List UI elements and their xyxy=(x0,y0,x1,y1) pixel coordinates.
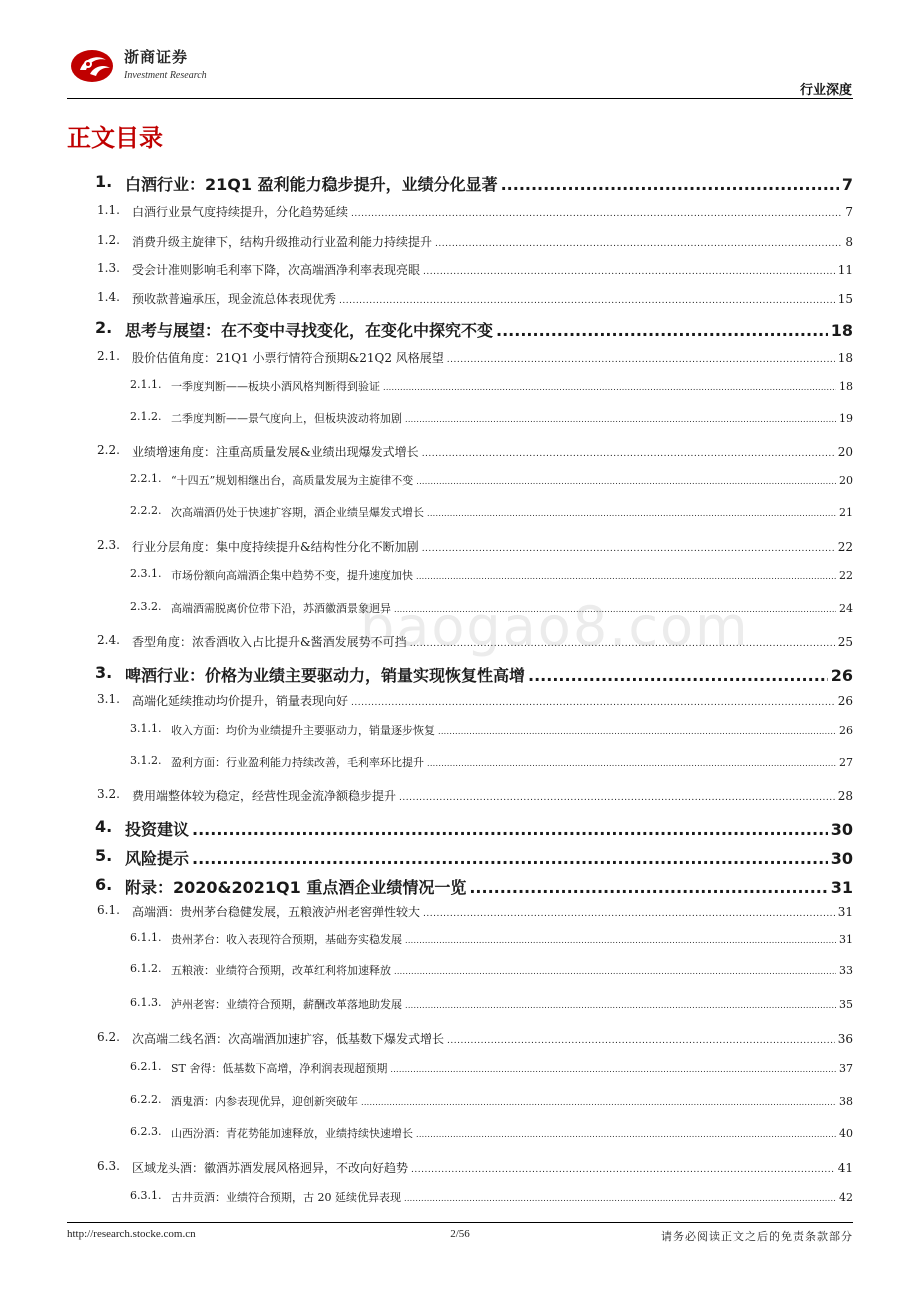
toc-entry-text: 区域龙头酒：徽酒苏酒发展风格迥异，不改向好趋势 xyxy=(132,1161,409,1175)
toc-leader-dots xyxy=(422,544,835,554)
footer-url[interactable]: http://research.stocke.com.cn xyxy=(67,1228,196,1240)
toc-entry-page: 26 xyxy=(839,724,853,737)
header-divider xyxy=(67,98,853,99)
toc-entry-line xyxy=(171,1125,853,1141)
toc-entry-text: 次高端酒仍处于快速扩容期，酒企业绩呈爆发式增长 xyxy=(171,506,424,519)
toc-entry-page: 35 xyxy=(839,998,853,1011)
toc-entry-text: 泸州老窖：业绩符合预期，薪酬改革落地助发展 xyxy=(171,998,402,1011)
toc-entry-page: 7 xyxy=(845,205,853,219)
toc-entry-number: 2.1. xyxy=(97,349,120,363)
toc-leader-dots xyxy=(394,967,836,976)
toc-entry-text: 收入方面：均价为业绩提升主要驱动力，销量逐步恢复 xyxy=(171,724,435,737)
toc-entry-number: 1.4. xyxy=(97,290,120,304)
toc-entry-6-3-1[interactable] xyxy=(67,1189,853,1211)
toc-entry-2-1-1[interactable] xyxy=(67,378,853,400)
toc-entry-number: 1. xyxy=(95,172,113,191)
toc-entry-line xyxy=(125,817,853,840)
toc-entry-1[interactable] xyxy=(67,172,853,194)
toc-entry-number: 3.1. xyxy=(97,692,120,706)
toc-entry-6-1[interactable] xyxy=(67,903,853,925)
toc-entry-line xyxy=(132,349,853,366)
toc-entry-text: 消费升级主旋律下，结构升级推动行业盈利能力持续提升 xyxy=(132,235,433,249)
toc-entry-number: 6.1. xyxy=(97,903,120,917)
toc-entry-number: 2.1.2. xyxy=(130,410,162,423)
toc-leader-dots xyxy=(405,936,836,945)
toc-entry-text: 山西汾酒：青花势能加速释放，业绩持续快速增长 xyxy=(171,1127,413,1140)
toc-entry-line xyxy=(125,875,853,898)
toc-entry-page: 21 xyxy=(839,506,853,519)
toc-leader-dots xyxy=(427,759,836,768)
toc-entry-page: 41 xyxy=(837,1161,853,1175)
report-type-label: 行业深度 xyxy=(799,83,852,98)
toc-entry-text: ST 舍得：低基数下高增，净利润表现超预期 xyxy=(171,1062,388,1075)
toc-entry-line xyxy=(171,567,853,583)
toc-entry-text: 附录：2020&2021Q1 重点酒企业绩情况一览 xyxy=(125,878,467,897)
toc-entry-number: 2.3.1. xyxy=(130,567,162,580)
toc-entry-2-1[interactable] xyxy=(67,349,853,371)
toc-leader-dots xyxy=(351,209,842,219)
toc-entry-text: 白酒行业：21Q1 盈利能力稳步提升，业绩分化显著 xyxy=(125,175,498,194)
toc-entry-6-2-3[interactable] xyxy=(67,1125,853,1147)
toc-entry-line xyxy=(132,787,853,804)
toc-entry-page: 7 xyxy=(841,175,853,194)
toc-entry-number: 6.1.1. xyxy=(130,931,162,944)
toc-entry-line xyxy=(125,846,853,869)
toc-entry-line xyxy=(125,663,853,686)
toc-leader-dots xyxy=(405,415,836,424)
toc-entry-number: 6.2.2. xyxy=(130,1093,162,1106)
toc-entry-text: 投资建议 xyxy=(125,820,190,839)
toc-entry-6-3[interactable] xyxy=(67,1159,853,1181)
toc-entry-text: 高端化延续推动均价提升，销量表现向好 xyxy=(132,694,349,708)
footer-disclaimer: 请务必阅读正文之后的免责条款部分 xyxy=(661,1230,853,1243)
toc-leader-dots xyxy=(192,849,828,868)
toc-entry-text: 受会计准则影响毛利率下降，次高端酒净利率表现亮眼 xyxy=(132,263,421,277)
toc-entry-2-3-1[interactable] xyxy=(67,567,853,589)
toc-entry-line xyxy=(171,472,853,488)
toc-title: 正文目录 xyxy=(67,124,163,152)
toc-leader-dots xyxy=(339,296,835,306)
toc-entry-page: 20 xyxy=(837,445,853,459)
toc-entry-page: 22 xyxy=(839,569,853,582)
toc-entry-text: 股价估值角度：21Q1 小票行情符合预期&21Q2 风格展望 xyxy=(132,351,444,365)
zheshang-logo-icon xyxy=(70,44,118,84)
toc-entry-line xyxy=(132,692,853,709)
toc-leader-dots xyxy=(469,878,827,897)
toc-entry-number: 3.1.2. xyxy=(130,754,162,767)
toc-entry-line xyxy=(171,996,853,1012)
toc-entry-2-2-2[interactable] xyxy=(67,504,853,526)
toc-entry-text: 行业分层角度：集中度持续提升&结构性分化不断加剧 xyxy=(132,540,419,554)
toc-entry-1-1[interactable] xyxy=(67,203,853,225)
watermark: baogao8.com xyxy=(360,595,750,658)
toc-entry-page: 30 xyxy=(830,820,853,839)
toc-entry-line xyxy=(132,1030,853,1047)
toc-entry-page: 28 xyxy=(837,789,853,803)
toc-entry-text: 思考与展望：在不变中寻找变化，在变化中探究不变 xyxy=(125,321,494,340)
toc-entry-page: 8 xyxy=(845,235,853,249)
toc-leader-dots xyxy=(423,267,835,277)
toc-entry-page: 31 xyxy=(830,878,853,897)
toc-entry-4[interactable] xyxy=(67,817,853,839)
toc-entry-line xyxy=(132,261,853,278)
toc-entry-text: 预收款普遍承压，现金流总体表现优秀 xyxy=(132,292,337,306)
toc-entry-line xyxy=(171,1189,853,1205)
toc-leader-dots xyxy=(528,666,828,685)
toc-entry-3-1-1[interactable] xyxy=(67,722,853,744)
toc-entry-text: 盈利方面：行业盈利能力持续改善，毛利率环比提升 xyxy=(171,756,424,769)
toc-entry-6-1-2[interactable] xyxy=(67,962,853,984)
toc-entry-line xyxy=(171,504,853,520)
toc-leader-dots xyxy=(501,175,839,194)
page-header xyxy=(0,0,920,100)
toc-entry-number: 5. xyxy=(95,846,113,865)
toc-entry-text: 高端酒需脱离价位带下沿，苏酒徽酒景象迥异 xyxy=(171,602,391,615)
toc-entry-line xyxy=(132,1159,853,1176)
toc-entry-line xyxy=(132,538,853,555)
toc-entry-line xyxy=(171,378,853,394)
toc-entry-number: 6.2.3. xyxy=(130,1125,162,1138)
toc-entry-page: 31 xyxy=(837,905,853,919)
toc-entry-page: 26 xyxy=(830,666,853,685)
toc-entry-page: 33 xyxy=(839,964,853,977)
toc-entry-number: 1.3. xyxy=(97,261,120,275)
toc-entry-line xyxy=(125,318,853,341)
toc-entry-page: 24 xyxy=(839,602,853,615)
brand-name-cn: 浙商证券 xyxy=(124,48,189,66)
toc-entry-6[interactable] xyxy=(67,875,853,897)
toc-entry-number: 2.2.1. xyxy=(130,472,162,485)
toc-entry-number: 4. xyxy=(95,817,113,836)
toc-entry-number: 2.2.2. xyxy=(130,504,162,517)
toc-entry-text: 业绩增速角度：注重高质量发展&业绩出现爆发式增长 xyxy=(132,445,419,459)
toc-entry-text: 古井贡酒：业绩符合预期，古 20 延续优异表现 xyxy=(171,1191,401,1204)
toc-entry-number: 3.2. xyxy=(97,787,120,801)
toc-entry-number: 2.3. xyxy=(97,538,120,552)
toc-entry-number: 2. xyxy=(95,318,113,337)
toc-leader-dots xyxy=(423,909,835,919)
toc-entry-line xyxy=(132,290,853,307)
toc-entry-number: 2.2. xyxy=(97,443,120,457)
toc-entry-text: 一季度判断——板块小酒风格判断得到验证 xyxy=(171,380,380,393)
toc-entry-text: 啤酒行业：价格为业绩主要驱动力，销量实现恢复性高增 xyxy=(125,666,526,685)
toc-entry-line xyxy=(171,722,853,738)
toc-leader-dots xyxy=(438,727,836,736)
toc-entry-text: 市场份额向高端酒企集中趋势不变，提升速度加快 xyxy=(171,569,413,582)
toc-entry-page: 30 xyxy=(830,849,853,868)
toc-entry-5[interactable] xyxy=(67,846,853,868)
toc-leader-dots xyxy=(496,321,828,340)
toc-entry-number: 2.3.2. xyxy=(130,600,162,613)
footer-divider xyxy=(67,1222,853,1223)
toc-entry-3-1[interactable] xyxy=(67,692,853,714)
toc-entry-6-1-3[interactable] xyxy=(67,996,853,1018)
toc-entry-page: 19 xyxy=(839,412,853,425)
toc-leader-dots xyxy=(427,509,836,518)
toc-entry-2[interactable] xyxy=(67,318,853,340)
toc-entry-number: 6.3.1. xyxy=(130,1189,162,1202)
toc-entry-page: 22 xyxy=(837,540,853,554)
toc-entry-text: 费用端整体较为稳定，经营性现金流净额稳步提升 xyxy=(132,789,397,803)
toc-entry-line xyxy=(125,172,853,195)
toc-entry-number: 6.1.3. xyxy=(130,996,162,1009)
toc-entry-page: 37 xyxy=(839,1062,853,1075)
toc-entry-number: 2.1.1. xyxy=(130,378,162,391)
toc-entry-line xyxy=(171,931,853,947)
toc-leader-dots xyxy=(351,698,835,708)
toc-entry-2-2-1[interactable] xyxy=(67,472,853,494)
toc-entry-2-3[interactable] xyxy=(67,538,853,560)
toc-entry-number: 6.2.1. xyxy=(130,1060,162,1073)
toc-entry-line xyxy=(132,233,853,250)
toc-leader-dots xyxy=(416,1130,836,1139)
toc-entry-text: 白酒行业景气度持续提升，分化趋势延续 xyxy=(132,205,349,219)
toc-entry-page: 11 xyxy=(837,263,853,277)
toc-entry-text: 贵州茅台：收入表现符合预期，基础夯实稳发展 xyxy=(171,933,402,946)
toc-leader-dots xyxy=(404,1194,836,1203)
toc-entry-number: 3. xyxy=(95,663,113,682)
toc-entry-text: 酒鬼酒：内参表现优异，迎创新突破年 xyxy=(171,1095,358,1108)
toc-entry-3[interactable] xyxy=(67,663,853,685)
toc-leader-dots xyxy=(416,477,836,486)
toc-entry-number: 6.3. xyxy=(97,1159,120,1173)
toc-entry-text: 二季度判断——景气度向上，但板块波动将加剧 xyxy=(171,412,402,425)
toc-entry-page: 25 xyxy=(837,635,853,649)
toc-entry-6-1-1[interactable] xyxy=(67,931,853,953)
toc-entry-page: 18 xyxy=(830,321,853,340)
toc-entry-line xyxy=(171,410,853,426)
toc-entry-3-1-2[interactable] xyxy=(67,754,853,776)
toc-entry-number: 1.1. xyxy=(97,203,120,217)
toc-entry-line xyxy=(171,1093,853,1109)
toc-entry-page: 15 xyxy=(837,292,853,306)
toc-entry-line xyxy=(171,1060,853,1076)
toc-entry-page: 18 xyxy=(837,351,853,365)
toc-leader-dots xyxy=(447,355,835,365)
toc-entry-page: 26 xyxy=(837,694,853,708)
toc-entry-number: 6.2. xyxy=(97,1030,120,1044)
toc-entry-text: “十四五”规划相继出台，高质量发展为主旋律不变 xyxy=(171,474,414,487)
toc-entry-number: 6.1.2. xyxy=(130,962,162,975)
toc-leader-dots xyxy=(411,1165,835,1175)
toc-leader-dots xyxy=(447,1036,835,1046)
toc-entry-page: 31 xyxy=(839,933,853,946)
toc-entry-line xyxy=(171,754,853,770)
toc-leader-dots xyxy=(399,793,835,803)
toc-entry-3-2[interactable] xyxy=(67,787,853,809)
toc-entry-number: 1.2. xyxy=(97,233,120,247)
toc-entry-page: 20 xyxy=(839,474,853,487)
toc-entry-6-2-2[interactable] xyxy=(67,1093,853,1115)
toc-entry-line xyxy=(171,962,853,978)
toc-entry-6-2-1[interactable] xyxy=(67,1060,853,1082)
toc-leader-dots xyxy=(383,383,836,392)
toc-leader-dots xyxy=(405,1001,836,1010)
toc-entry-number: 6. xyxy=(95,875,113,894)
toc-entry-line xyxy=(132,443,853,460)
toc-entry-6-2[interactable] xyxy=(67,1030,853,1052)
toc-entry-2-1-2[interactable] xyxy=(67,410,853,432)
toc-entry-number: 2.4. xyxy=(97,633,120,647)
toc-entry-line xyxy=(132,203,853,220)
toc-leader-dots xyxy=(192,820,828,839)
brand-name-en: Investment Research xyxy=(124,70,207,81)
toc-entry-text: 次高端二线名酒：次高端酒加速扩容，低基数下爆发式增长 xyxy=(132,1032,445,1046)
toc-leader-dots xyxy=(422,449,835,459)
toc-entry-1-4[interactable] xyxy=(67,290,853,312)
toc-entry-page: 40 xyxy=(839,1127,853,1140)
toc-entry-page: 27 xyxy=(839,756,853,769)
toc-entry-text: 风险提示 xyxy=(125,849,190,868)
toc-entry-1-2[interactable] xyxy=(67,233,853,255)
toc-entry-page: 18 xyxy=(839,380,853,393)
toc-entry-text: 高端酒：贵州茅台稳健发展，五粮液泸州老窖弹性较大 xyxy=(132,905,421,919)
toc-entry-1-3[interactable] xyxy=(67,261,853,283)
toc-leader-dots xyxy=(416,572,836,581)
toc-leader-dots xyxy=(361,1098,836,1107)
toc-entry-page: 42 xyxy=(839,1191,853,1204)
toc-entry-text: 五粮液：业绩符合预期，改革红利将加速释放 xyxy=(171,964,391,977)
toc-entry-text: 香型角度：浓香酒收入占比提升&酱酒发展势不可挡 xyxy=(132,635,407,649)
toc-leader-dots xyxy=(435,239,842,249)
toc-entry-2-2[interactable] xyxy=(67,443,853,465)
toc-entry-page: 36 xyxy=(837,1032,853,1046)
toc-leader-dots xyxy=(390,1065,836,1074)
page-number: 2/56 xyxy=(450,1228,470,1240)
toc-entry-page: 38 xyxy=(839,1095,853,1108)
toc-entry-number: 3.1.1. xyxy=(130,722,162,735)
toc-entry-line xyxy=(132,903,853,920)
